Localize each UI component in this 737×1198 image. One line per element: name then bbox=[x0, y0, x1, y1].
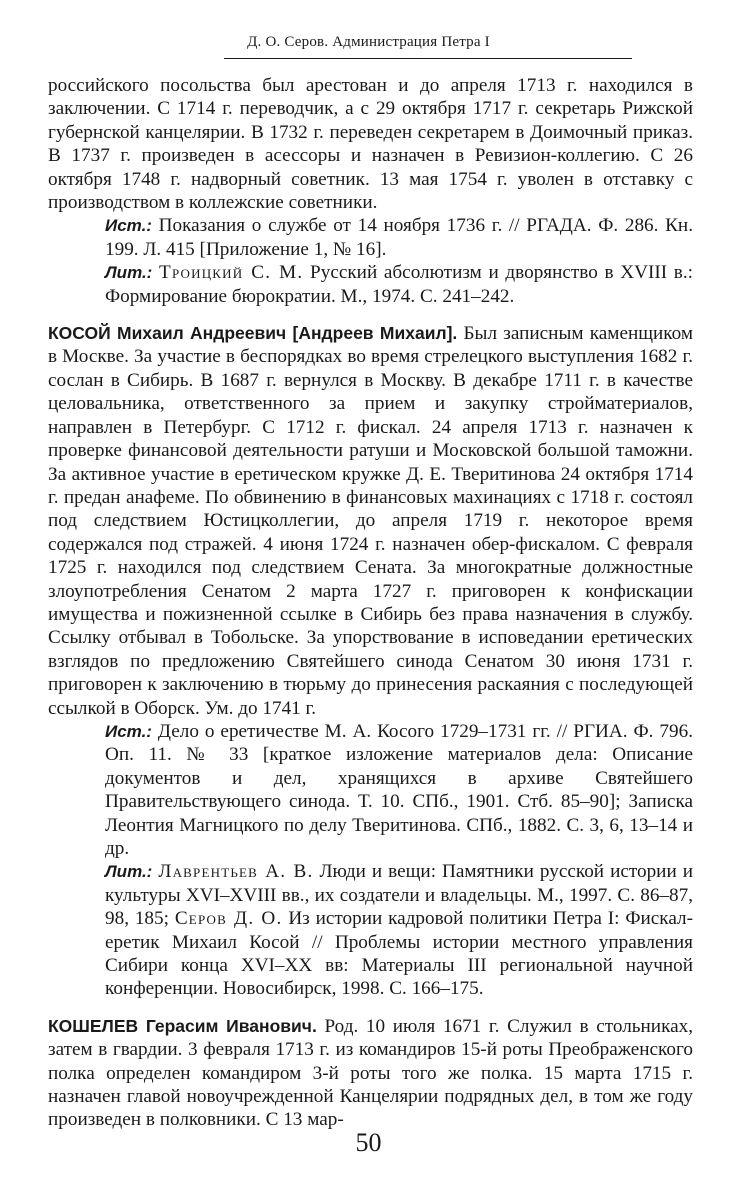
literature-note bbox=[48, 261, 693, 308]
literature-author-2: Серов Д. О. bbox=[174, 908, 283, 930]
literature-text: Русский абсолютизм и дворянство в XVIII в.: Формирование бюрократии. М., 1974. С. 241–242. bbox=[105, 262, 693, 307]
literature-label: Лит.: bbox=[105, 862, 153, 882]
header-rule bbox=[224, 58, 632, 59]
literature-text-2: Из истории кадровой политики Петра I: Фискал-еретик Михаил Косой // Проблемы истории местного управления Сибири конца XVI–XX вв: Материалы III региональной научной конференции. Новосибирск, 1998. С. 166–175. bbox=[105, 908, 693, 1000]
sources-text: Показания о службе от 14 ноября 1736 г. // РГАДА. Ф. 286. Кн. 199. Л. 415 [Приложение 1, № 16]. bbox=[105, 215, 693, 260]
sources-note bbox=[48, 720, 693, 860]
running-header: Д. О. Серов. Администрация Петра I bbox=[247, 34, 490, 50]
entry-text: Род. 10 июля 1671 г. Служил в стольниках, затем в гвардии. 3 февраля 1713 г. из командиров 15-й роты Преображенского полка определен командиром 3-й роты того же полка. 15 марта 1715 г. назначен главой новоучрежденной Канцелярии подрядных дел, в том же году произведен в полковники. С 13 мар- bbox=[48, 1015, 694, 1131]
literature-author: Лаврентьев А. В. bbox=[158, 861, 314, 883]
literature-label: Лит.: bbox=[105, 263, 153, 283]
literature-note bbox=[48, 860, 693, 1000]
page-number: 50 bbox=[355, 1128, 382, 1157]
sources-label: Ист.: bbox=[105, 721, 152, 741]
entry-kosoy bbox=[48, 322, 693, 720]
entry-koshelev bbox=[48, 1015, 693, 1132]
entry-continuation-text: российского посольства был арестован и до апреля 1713 г. находился в заключении. С 1714 г. переводчик, а с 29 октября 1717 г. секретарь Рижской губернской канцелярии. В 1732 г. переведен секретарем в Доимочный приказ. В 1737 г. произведен в асессоры и назначен в Ревизион-коллегию. С 26 октября 1748 г. надворный советник. 13 мая 1754 г. уволен в отставку с производством в коллежские советники. bbox=[48, 75, 693, 214]
entry-headword: КОСОЙ Михаил Андреевич [Андреев Михаил]. bbox=[48, 323, 458, 344]
sources-note bbox=[48, 214, 693, 261]
entry-text: Был записным каменщиком в Москве. За участие в беспорядках во время стрелецкого выступления 1682 г. сослан в Сибирь. В 1687 г. вернулся в Москву. В декабре 1711 г. в качестве целовальника, ответственного за прием и закупку стройматериалов, направлен в Петербург. С 1712 г. фискал. 24 апреля 1713 г. назначен к проверке финансовой деятельности ратуши и Московской большой таможни. За активное участие в еретическом кружке Д. Е. Тверитинова 24 октября 1714 г. предан анафеме. По обвинению в финансовых махинациях с 1718 г. состоял под следствием Юстицколлегии, до апреля 1719 г. некоторое время содержался под стражей. 4 июня 1724 г. назначен обер-фискалом. С февраля 1725 г. находился под следствием Сената. За многократные должностные злоупотребления Сенатом 2 марта 1727 г. приговорен к конфискации имущества и пожизненной ссылке в Сибирь без права назначения в службу. Ссылку отбывал в Тобольске. За упорствование в исповедании еретических взглядов по предложению Святейшего синода Сенатом 30 июня 1731 г. приговорен к заключению в тюрьму до принесения раскаяния с последующей ссылкой в Оборск. Ум. до 1741 г. bbox=[48, 323, 693, 719]
sources-label: Ист.: bbox=[105, 216, 152, 236]
sources-text: Дело о еретичестве М. А. Косого 1729–1731 гг. // РГИА. Ф. 796. Оп. 11. № 33 [краткое изложение материалов дела: Описание документов и дел, хранящихся в архиве Святейшего Правительствующего синода. Т. 10. СПб., 1901. Стб. 85–90]; Записка Леонтия Магницкого по делу Тверитинова. СПб., 1882. С. 3, 6, 13–14 и др. bbox=[105, 720, 693, 859]
entry-headword: КОШЕЛЕВ Герасим Иванович. bbox=[48, 1015, 317, 1036]
literature-author: Троицкий С. М. bbox=[159, 262, 304, 284]
literature-text: Люди и вещи: Памятники русской истории и культуры XVI–XVIII вв., их создатели и владельцы. М., 1997. С. 86–87, 98, 185; bbox=[105, 861, 693, 930]
page-body bbox=[48, 74, 693, 1132]
